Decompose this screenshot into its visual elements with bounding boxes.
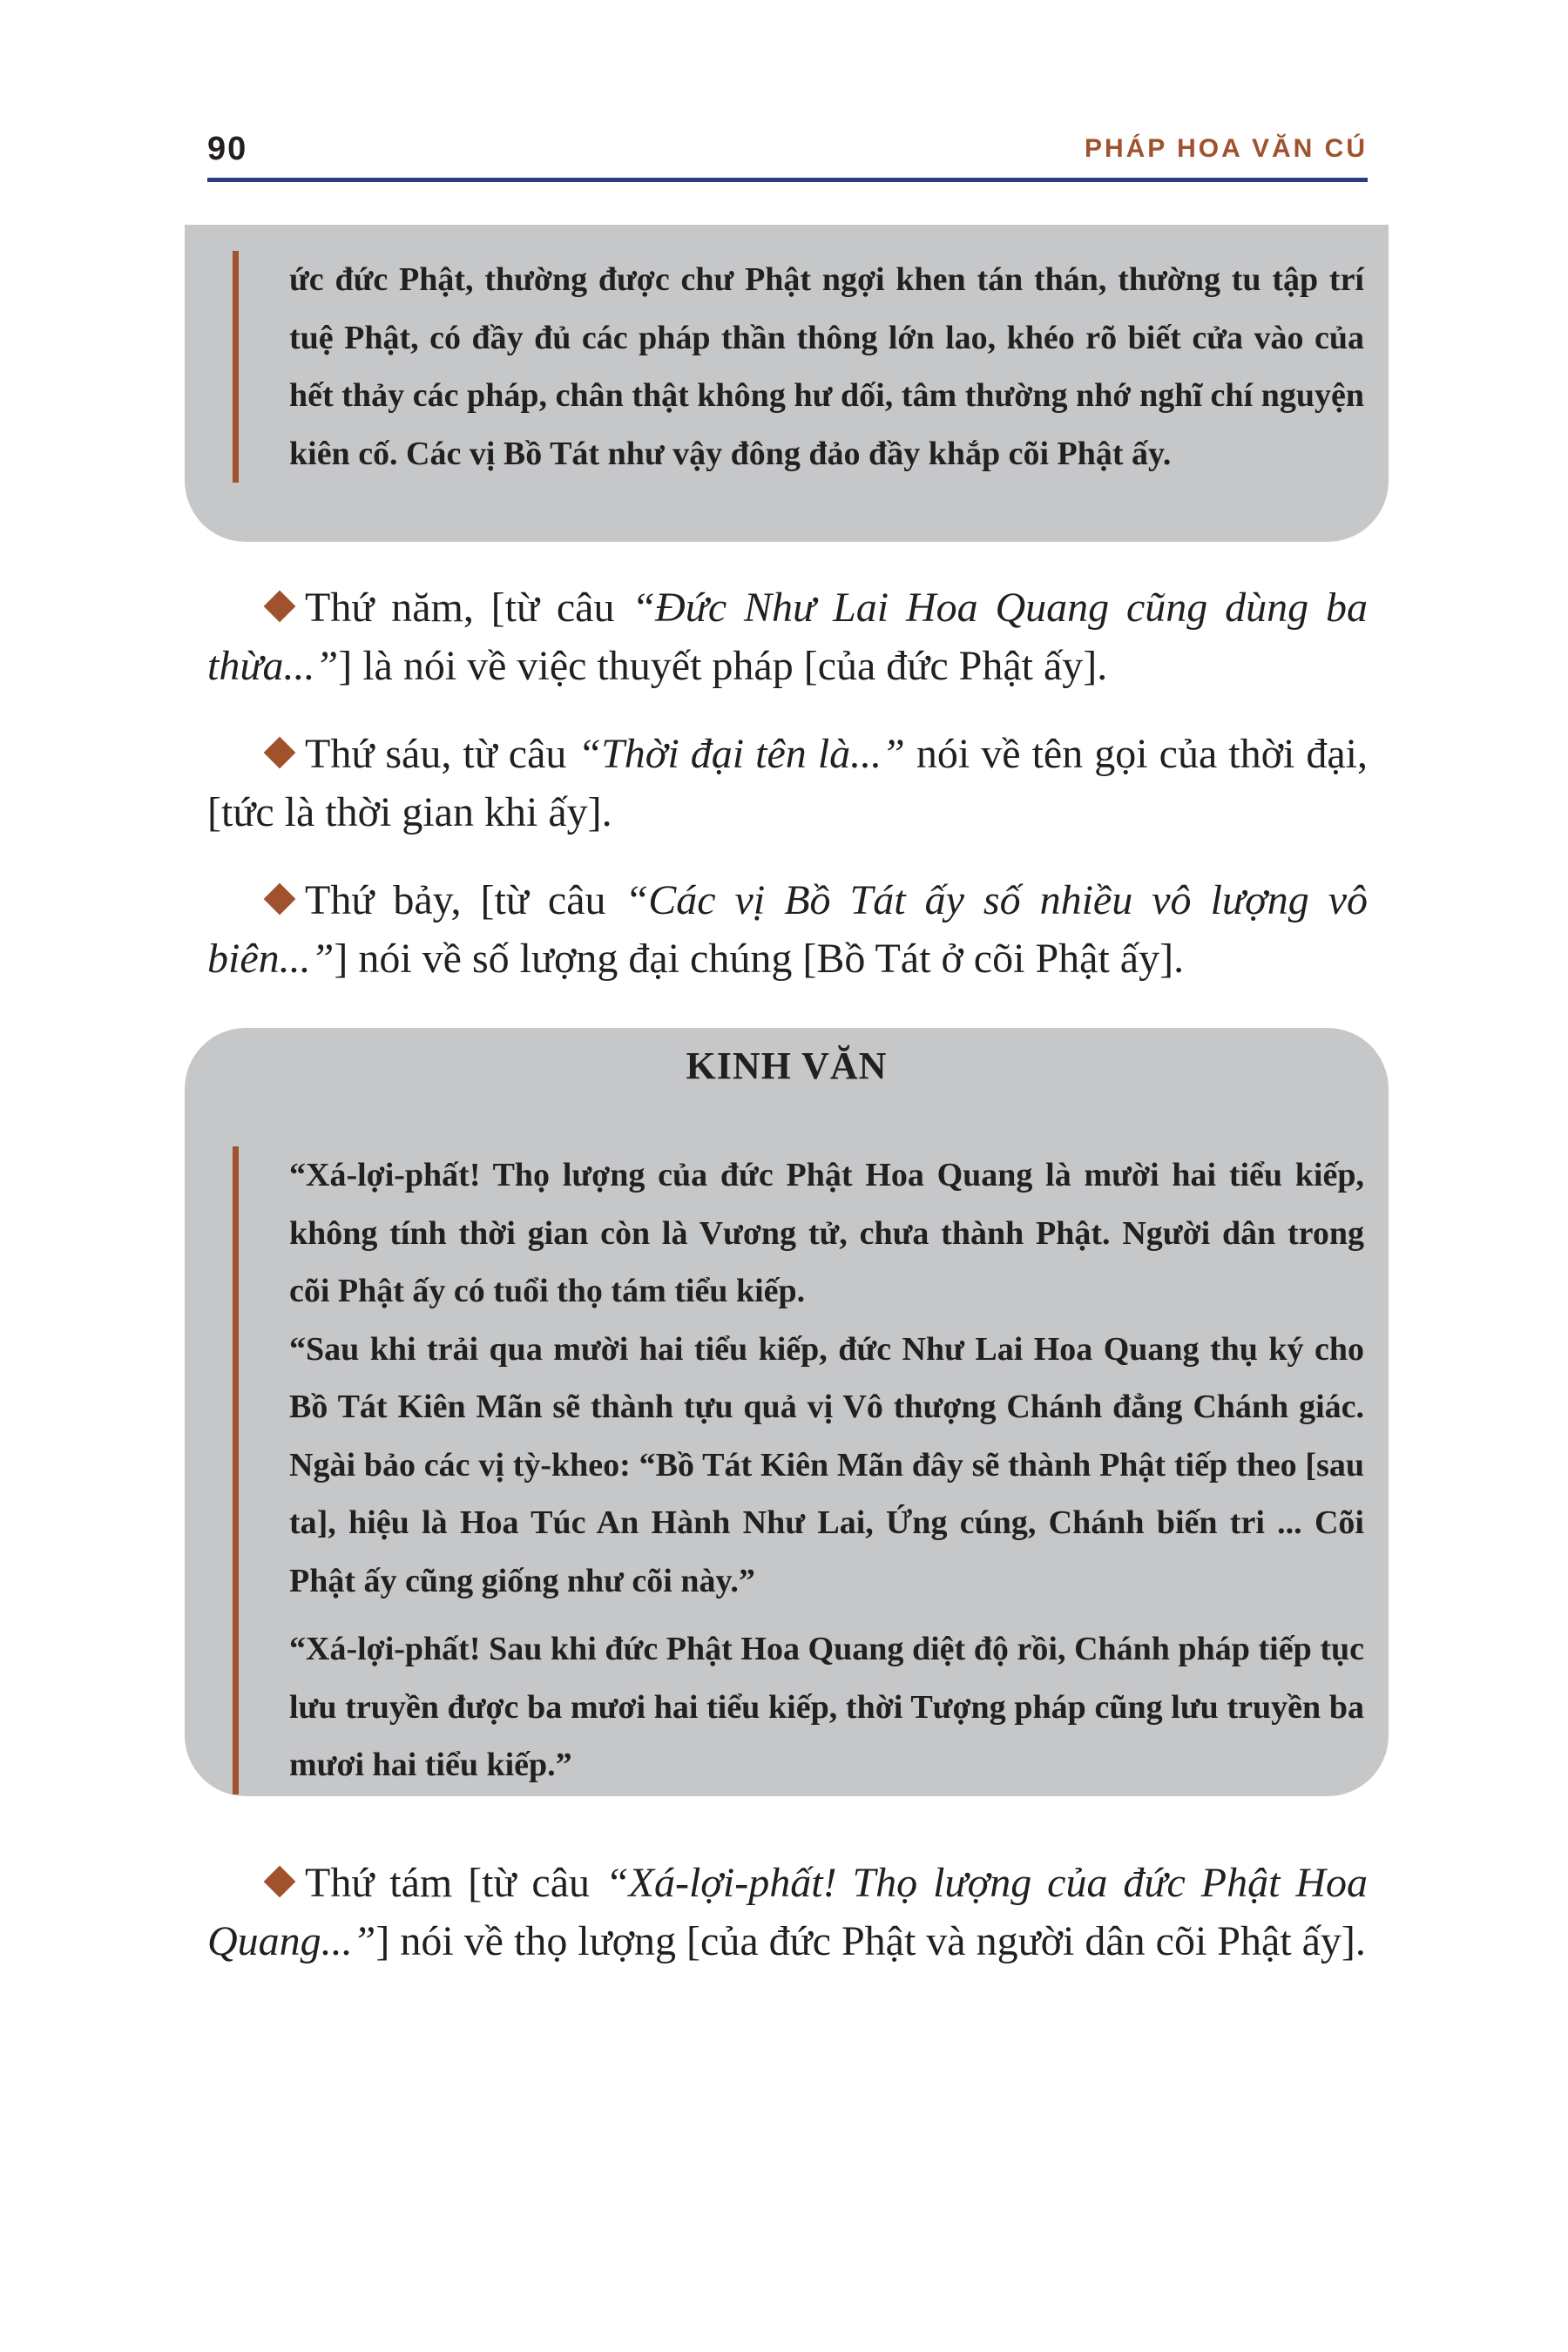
paragraph-fifth xyxy=(207,578,1368,695)
sutra-text xyxy=(233,1146,1364,1794)
paragraph-text: Thứ năm, [từ câu xyxy=(305,585,632,631)
diamond-bullet-icon xyxy=(264,737,296,769)
paragraph-text: ] nói về thọ lượng [của đức Phật và người dân cõi Phật ấy]. xyxy=(375,1918,1366,1964)
sutra-box xyxy=(185,1028,1389,1796)
paragraph-quote: “Đức Như Lai Hoa Quang cũng dùng ba thừa...” xyxy=(207,585,1369,689)
diamond-bullet-icon xyxy=(264,1866,296,1898)
sutra-paragraph: “Sau khi trải qua mười hai tiểu kiếp, đức Như Lai Hoa Quang thụ ký cho Bồ Tát Kiên Mãn sẽ thành tựu quả vị Vô thượng Chánh đẳng Chánh giác. Ngài bảo các vị tỳ-kheo: “Bồ Tát Kiên Mãn đây sẽ thành Phật tiếp theo [sau ta], hiệu là Hoa Túc An Hành Như Lai, Ứng cúng, Chánh biến tri ... Cõi Phật ấy cũng giống như cõi này.” xyxy=(289,1330,1364,1599)
paragraph-quote: “Các vị Bồ Tát ấy số nhiều vô lượng vô biên...” xyxy=(207,877,1369,982)
paragraph-text: Thứ tám [từ câu xyxy=(305,1860,605,1906)
page-header xyxy=(207,122,1368,182)
sutra-title: KINH VĂN xyxy=(686,1044,888,1087)
paragraph-sixth xyxy=(207,725,1368,841)
diamond-bullet-icon xyxy=(264,591,296,623)
paragraph-text: ] là nói về việc thuyết pháp [của đức Phật ấy]. xyxy=(338,643,1108,689)
sutra-paragraph: “Xá-lợi-phất! Thọ lượng của đức Phật Hoa Quang là mười hai tiểu kiếp, không tính thời gian còn là Vương tử, chưa thành Phật. Người dân trong cõi Phật ấy có tuổi thọ tám tiểu kiếp. xyxy=(289,1157,1364,1309)
paragraph-text: Thứ sáu, từ câu xyxy=(305,731,578,777)
paragraph-eighth xyxy=(207,1854,1368,1970)
paragraph-text: Thứ bảy, [từ câu xyxy=(305,877,625,923)
sutra-paragraph: “Xá-lợi-phất! Sau khi đức Phật Hoa Quang diệt độ rồi, Chánh pháp tiếp tục lưu truyền được ba mươi hai tiểu kiếp, thời Tượng pháp cũng lưu truyền ba mươi hai tiểu kiếp.” xyxy=(289,1631,1364,1783)
continued-quote-box xyxy=(185,225,1389,542)
paragraph-text: ] nói về số lượng đại chúng [Bồ Tát ở cõi Phật ấy]. xyxy=(334,936,1185,982)
paragraph-seventh xyxy=(207,871,1368,988)
paragraph-text: nói về tên gọi của thời đại, [tức là thời gian khi ấy]. xyxy=(207,731,1368,835)
page-number: 90 xyxy=(207,131,248,167)
paragraph-quote: “Thời đại tên là...” xyxy=(578,731,905,777)
paragraph-quote: “Xá-lợi-phất! Thọ lượng của đức Phật Hoa Quang...” xyxy=(207,1860,1369,1964)
continued-quote-text: ức đức Phật, thường được chư Phật ngợi khen tán thán, thường tu tập trí tuệ Phật, có đầy đủ các pháp thần thông lớn lao, khéo rõ biết cửa vào của hết thảy các pháp, chân thật không hư dối, tâm thường nhớ nghĩ chí nguyện kiên cố. Các vị Bồ Tát như vậy đông đảo đầy khắp cõi Phật ấy. xyxy=(233,251,1364,483)
running-title: PHÁP HOA VĂN CÚ xyxy=(1084,134,1368,163)
diamond-bullet-icon xyxy=(264,883,296,916)
